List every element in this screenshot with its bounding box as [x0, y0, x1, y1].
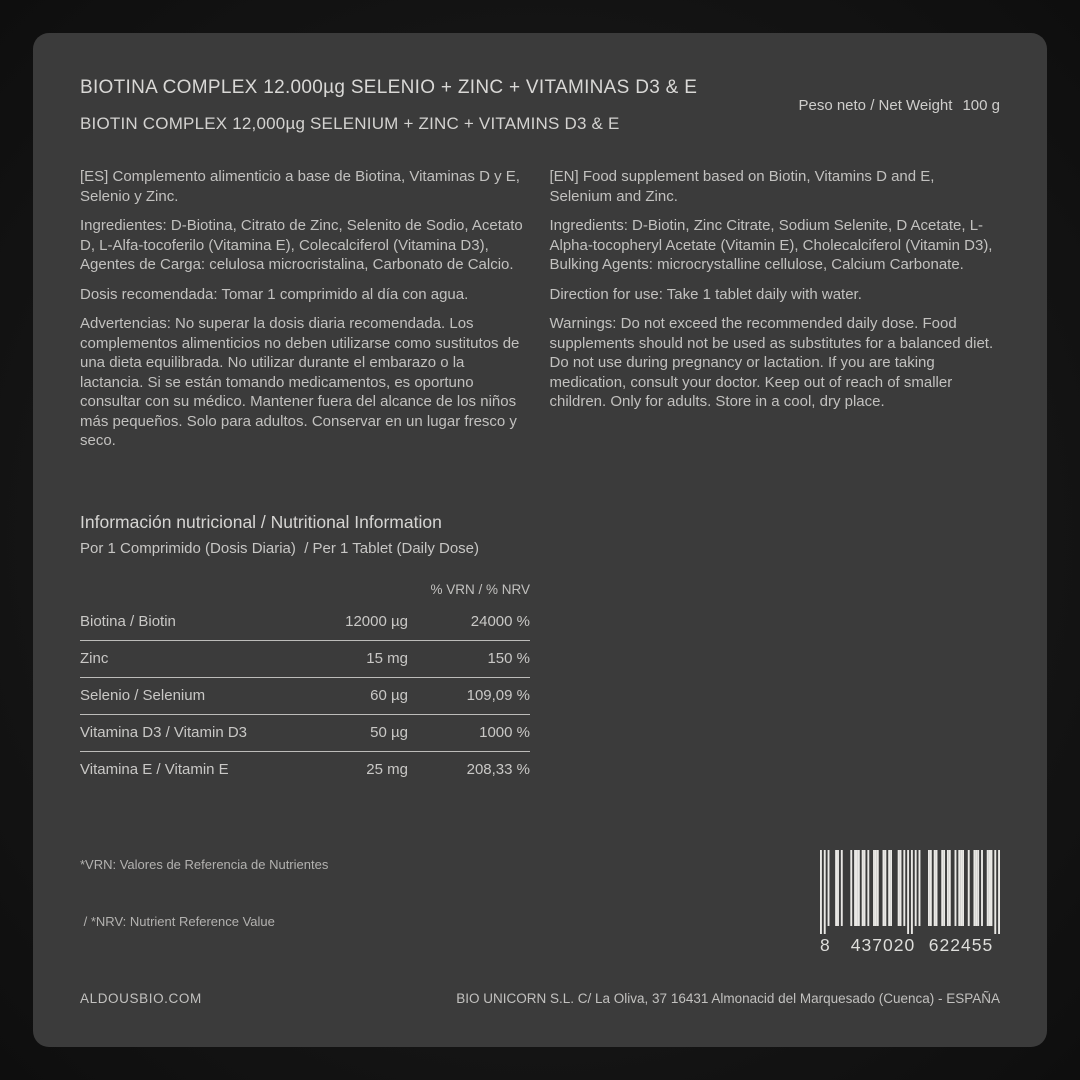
label-footer — [80, 991, 1000, 1006]
barcode-digits — [820, 935, 1000, 956]
nutrient-amount: 25 mg — [366, 760, 408, 778]
product-title-es: BIOTINA COMPLEX 12.000µg SELENIO + ZINC + VITAMINAS D3 & E — [80, 77, 698, 98]
nutrient-amount: 15 mg — [366, 649, 408, 667]
table-row — [80, 678, 530, 715]
website-text: ALDOUSBIO.COM — [80, 991, 202, 1006]
barcode-digits-left: 437020 — [850, 935, 916, 955]
nutrient-name: Vitamina D3 / Vitamin D3 — [80, 723, 248, 741]
nutrient-nrv: 1000 % — [479, 723, 530, 741]
nrv-footnote-line2: / *NRV: Nutrient Reference Value — [80, 913, 275, 929]
nutrient-name: Vitamina E / Vitamin E — [80, 760, 229, 778]
en-ingredients: Ingredients: D-Biotin, Zinc Citrate, Sodium Selenite, D Acetate, L-Alpha-tocopheryl Acetate (Vitamin E), Cholecalciferol (Vitamin D3), Bulking Agents: microcrystalline cellulose, Calcium Carbonate. — [549, 217, 993, 273]
product-title-en: BIOTIN COMPLEX 12,000µg SELENIUM + ZINC + VITAMINS D3 & E — [80, 114, 620, 133]
nutrient-name: Zinc — [80, 649, 109, 667]
table-row — [80, 606, 530, 641]
title-row — [80, 77, 1000, 134]
net-weight-value: 100 g — [962, 97, 1000, 114]
en-intro: [EN] Food supplement based on Biotin, Vitamins D and E, Selenium and Zinc. — [549, 168, 935, 205]
nutrient-amount: 50 µg — [370, 723, 408, 741]
nutrient-amount: 60 µg — [370, 686, 408, 704]
es-ingredients: Ingredientes: D-Biotina, Citrato de Zinc, Selenito de Sodio, Acetato D, L-Alfa-tocoferilo (Vitamina E), Colecalciferol (Vitamina D3), Agentes de Carga: celulosa microcristalina, Carbonato de Calcio. — [80, 217, 523, 273]
table-row — [80, 641, 530, 678]
table-row — [80, 752, 530, 788]
nutrition-heading: Información nutricional / Nutritional Information — [80, 511, 442, 532]
barcode-digit-first: 8 — [820, 935, 831, 955]
barcode-digits-right: 622455 — [928, 935, 994, 955]
column-english — [550, 167, 1001, 461]
nutrition-table — [80, 582, 530, 788]
title-block — [80, 77, 697, 134]
language-columns — [80, 167, 1000, 461]
nutrient-name: Biotina / Biotin — [80, 612, 176, 630]
net-weight — [773, 77, 1000, 131]
nutrient-nrv: 109,09 % — [466, 686, 530, 704]
column-spanish — [80, 167, 531, 461]
es-dose: Dosis recomendada: Tomar 1 comprimido al día con agua. — [80, 285, 469, 303]
product-label-card — [33, 33, 1047, 1047]
nrv-footnote-line1: *VRN: Valores de Referencia de Nutrientes — [80, 856, 329, 872]
nutrient-amount: 12000 µg — [345, 612, 408, 630]
nutrient-nrv: 150 % — [487, 649, 530, 667]
en-warnings: Warnings: Do not exceed the recommended daily dose. Food supplements should not be used as substitutes for a balanced diet. Do not use during pregnancy or lactation. If you are taking medication, consult your doctor. Keep out of reach of smaller children. Only for adults. Store in a cool, dry place. — [549, 315, 994, 410]
nutrient-nrv: 208,33 % — [466, 760, 530, 778]
ean13-barcode — [820, 850, 1000, 956]
ean13-barcode-bars — [820, 850, 1000, 934]
nutrition-subheading: Por 1 Comprimido (Dosis Diaria) / Per 1 Tablet (Daily Dose) — [80, 539, 480, 557]
company-address: BIO UNICORN S.L. C/ La Oliva, 37 16431 Almonacid del Marquesado (Cuenca) - ESPAÑA — [456, 991, 1000, 1006]
nutrient-nrv: 24000 % — [470, 612, 530, 630]
nutrition-column-header: % VRN / % NRV — [430, 581, 530, 597]
es-intro: [ES] Complemento alimenticio a base de Biotina, Vitaminas D y E, Selenio y Zinc. — [80, 168, 520, 205]
table-row — [80, 715, 530, 752]
es-warnings: Advertencias: No superar la dosis diaria recomendada. Los complementos alimenticios no deben utilizarse como sustitutos de una dieta equilibrada. No utilizar durante el embarazo o la lactancia. Si se están tomando medicamentos, es oportuno consultar con su médico. Mantener fuera del alcance de los niños más pequeños. Solo para adultos. Conservar en un lugar fresco y seco. — [80, 315, 520, 449]
nutrient-name: Selenio / Selenium — [80, 686, 206, 704]
net-weight-label: Peso neto / Net Weight — [798, 97, 953, 114]
en-dose: Direction for use: Take 1 tablet daily with water. — [549, 285, 862, 303]
